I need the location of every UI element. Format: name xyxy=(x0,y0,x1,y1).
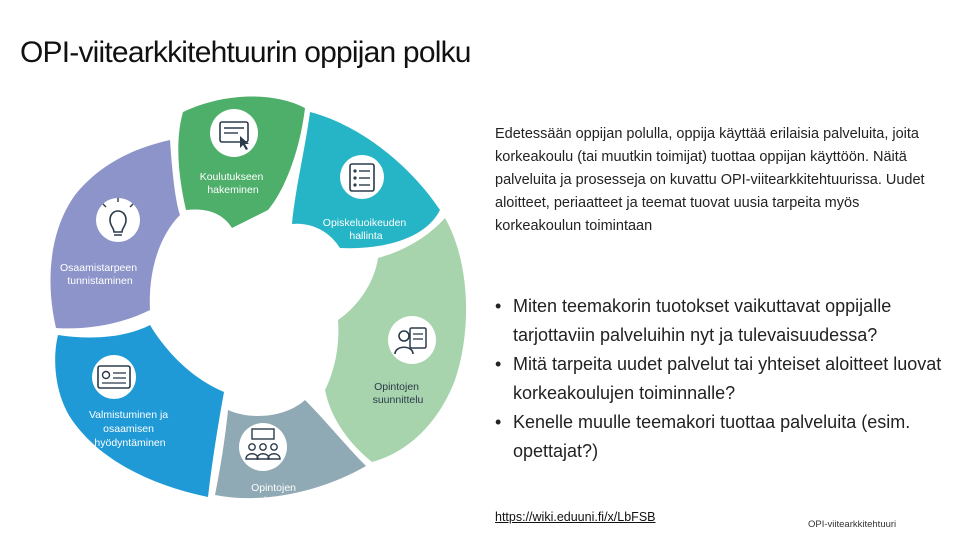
segment-application-label: Koulutukseen hakeminen xyxy=(199,171,264,196)
document-list-icon xyxy=(340,155,384,199)
segment-planning-label: Opintojen suunnittelu xyxy=(372,381,424,406)
bullet-marker: • xyxy=(495,354,502,374)
question-text: Kenelle muulle teemakori tuottaa palveluita (esim. opettajat?) xyxy=(513,412,911,461)
bullet-marker: • xyxy=(495,296,502,316)
intro-paragraph: Edetessään oppijan polulla, oppija käyttää erilaisia palveluita, joita korkeakoulu (tai muutkin toimijat) tuottaa oppijan käyttöön. Näitä palveluita ja prosesseja on kuvattu OPI-viitearkkitehtuurissa. Uudet aloitteet, periaatteet ja teemat tuovat uusia tarpeita myös korkeakoulun toimintaan xyxy=(495,126,925,234)
lightbulb-icon xyxy=(96,198,140,242)
certificate-icon xyxy=(92,355,136,399)
question-item xyxy=(495,408,950,466)
segment-graduation-label: Valmistuminen ja osaamisen hyödyntäminen xyxy=(88,409,169,449)
question-item xyxy=(495,292,950,350)
question-item xyxy=(495,350,950,408)
footer-text: OPI-viitearkkitehtuuri xyxy=(808,519,897,530)
wiki-link[interactable]: https://wiki.eduuni.fi/x/LbFSB xyxy=(495,510,656,524)
person-planning-icon xyxy=(388,316,436,364)
group-study-icon xyxy=(239,423,287,471)
question-text: Mitä tarpeita uudet palvelut tai yhteiset aloitteet luovat korkeakoulujen toiminnalle? xyxy=(513,354,942,403)
bullet-marker: • xyxy=(495,412,502,432)
segment-study-right-label: Opiskeluoikeuden hallinta xyxy=(322,217,407,242)
segment-completion-label: Opintojen suorittaminen xyxy=(243,482,307,507)
question-text: Miten teemakorin tuotokset vaikuttavat oppijalle tarjottaviin palveluihin nyt ja tulevaisuudessa? xyxy=(513,296,892,345)
slide-title: OPI-viitearkkitehtuurin oppijan polku xyxy=(20,36,471,69)
question-list xyxy=(495,292,950,466)
segment-need-label: Osaamistarpeen tunnistaminen xyxy=(60,262,138,287)
application-form-icon xyxy=(210,109,258,157)
